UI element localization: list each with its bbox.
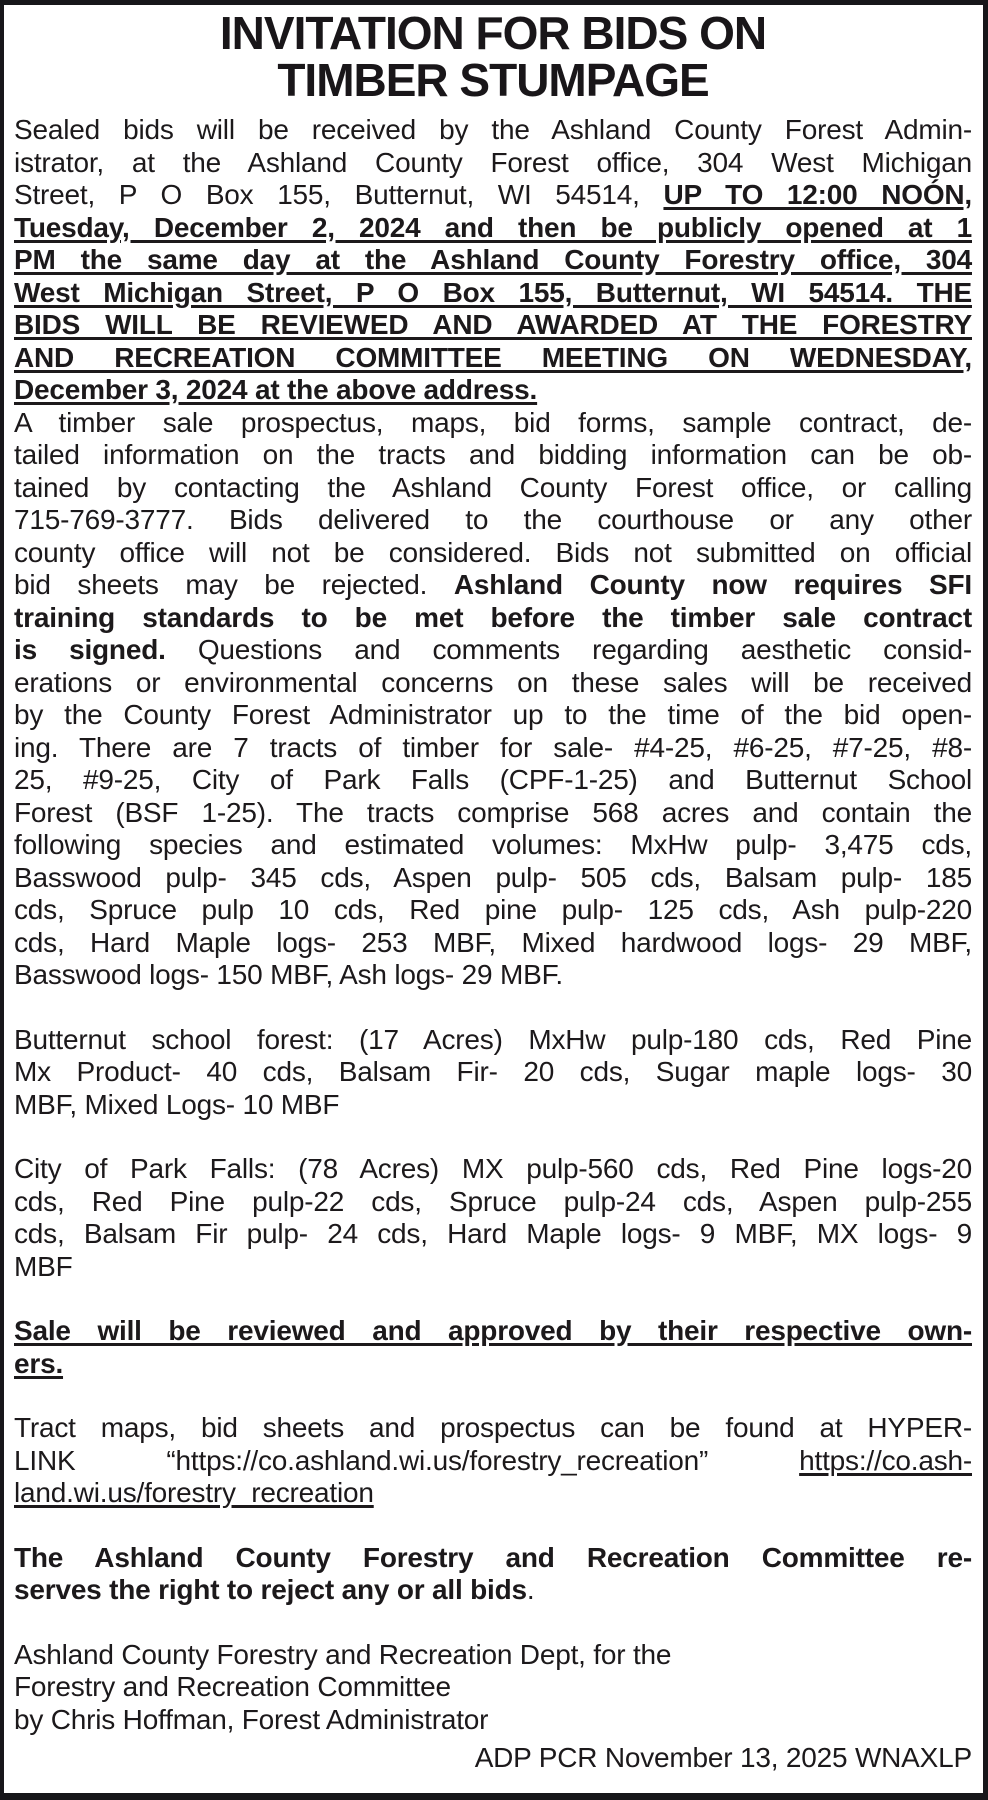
text-line	[14, 667, 972, 700]
text-line	[14, 472, 972, 505]
text-run: Sealed bids will be received by the Ashland County Forest Admin-	[14, 114, 972, 145]
text-line	[14, 1445, 972, 1478]
text-run: Tuesday, December 2, 2024 and then be publicly opened at 1	[14, 211, 972, 243]
text-run: Butternut school forest: (17 Acres) MxHw pulp-180 cds, Red Pine	[14, 1023, 972, 1055]
text-run: UP TO 12:00 NOÓN,	[663, 179, 972, 210]
right-to-reject-paragraph	[14, 1542, 972, 1607]
text-line	[14, 1542, 972, 1575]
text-line	[14, 1186, 972, 1219]
text-line	[14, 894, 972, 927]
text-run: bid sheets may be rejected.	[14, 569, 454, 600]
text-run: MBF	[14, 1250, 73, 1282]
butternut-school-forest-paragraph	[14, 1024, 972, 1122]
text-line	[14, 1704, 972, 1737]
text-line	[14, 277, 972, 310]
text-line	[14, 764, 972, 797]
text-line	[14, 179, 972, 212]
notice-body	[14, 114, 972, 1775]
text-run: Street, P O Box 155, Butternut, WI 54514,	[14, 179, 664, 210]
text-line	[14, 1153, 972, 1186]
text-line	[14, 147, 972, 180]
prospectus-details-paragraph	[14, 407, 972, 992]
text-line	[14, 797, 972, 830]
text-line	[14, 1218, 972, 1251]
text-run: Questions and comments regarding aesthetic consid-	[197, 634, 972, 665]
text-run: The Ashland County Forestry and Recreation Committee re-	[14, 1541, 972, 1573]
text-line	[14, 1348, 972, 1381]
text-run: MBF, Mixed Logs- 10 MBF	[14, 1088, 340, 1120]
text-run: cds, Spruce pulp 10 cds, Red pine pulp- 125 cds, Ash pulp-220	[14, 894, 972, 925]
text-run: by Chris Hoffman, Forest Administrator	[14, 1703, 489, 1735]
hyperlink-url-text: https://co.ash-	[799, 1444, 972, 1476]
tract-maps-hyperlink-paragraph	[14, 1412, 972, 1510]
publication-footer: ADP PCR November 13, 2025 WNAXLP	[474, 1742, 972, 1773]
text-line	[14, 407, 972, 440]
notice-title	[14, 7, 972, 106]
text-run: Forest (BSF 1-25). The tracts comprise 568 acres and contain the	[14, 796, 972, 828]
text-run: by the County Forest Administrator up to the time of the bid open-	[14, 699, 972, 730]
text-line	[14, 1089, 972, 1122]
text-run: ers.	[14, 1347, 64, 1379]
text-run: erations or environmental concerns on these sales will be received	[14, 666, 972, 698]
text-run: ing. There are 7 tracts of timber for sale- #4-25, #6-25, #7-25, #8-	[14, 731, 972, 763]
text-line	[14, 1412, 972, 1445]
text-run: Mx Product- 40 cds, Balsam Fir- 20 cds, Sugar maple logs- 30	[14, 1056, 972, 1087]
text-run: BIDS WILL BE REVIEWED AND AWARDED AT THE FORESTRY	[14, 309, 972, 340]
text-line	[14, 1639, 972, 1672]
text-line	[14, 1056, 972, 1089]
text-run: West Michigan Street, P O Box 155, Butternut, WI 54514. THE	[14, 276, 972, 308]
text-run: City of Park Falls: (78 Acres) MX pulp-560 cds, Red Pine logs-20	[14, 1153, 972, 1184]
text-run: tained by contacting the Ashland County Forest office, or calling	[14, 471, 972, 503]
text-run: LINK “https://co.ashland.wi.us/forestry_recreation”	[14, 1444, 800, 1476]
text-run: 715-769-3777. Bids delivered to the courthouse or any other	[14, 504, 972, 535]
text-run: cds, Red Pine pulp-22 cds, Spruce pulp-24 cds, Aspen pulp-255	[14, 1185, 972, 1217]
text-run: is signed.	[14, 634, 198, 665]
text-run: following species and estimated volumes: MxHw pulp- 3,475 cds,	[14, 829, 972, 860]
text-run: 25, #9-25, City of Park Falls (CPF-1-25) and Butternut School	[14, 764, 972, 795]
text-line	[14, 634, 972, 667]
sale-review-approval-paragraph	[14, 1315, 972, 1380]
notice-title-line-1: INVITATION FOR BIDS ON	[219, 7, 767, 59]
text-run: Forestry and Recreation Committee	[14, 1671, 451, 1702]
text-line	[14, 959, 972, 992]
text-line	[14, 829, 972, 862]
text-run: Ashland County Forestry and Recreation Dept, for the	[14, 1638, 672, 1670]
text-line	[14, 1477, 972, 1510]
text-line	[14, 699, 972, 732]
text-run: PM the same day at the Ashland County Forestry office, 304	[14, 244, 972, 275]
text-run: serves the right to reject any or all bids	[14, 1574, 527, 1605]
text-line	[14, 439, 972, 472]
notice-title-line-2: TIMBER STUMPAGE	[277, 54, 709, 106]
text-line	[14, 1574, 972, 1607]
text-run: A timber sale prospectus, maps, bid forms, sample contract, de-	[14, 406, 972, 438]
text-run: cds, Balsam Fir pulp- 24 cds, Hard Maple logs- 9 MBF, MX logs- 9	[14, 1218, 972, 1249]
text-line	[14, 374, 972, 407]
text-line	[14, 1024, 972, 1057]
text-run: Tract maps, bid sheets and prospectus can be found at HYPER-	[14, 1412, 972, 1443]
intro-bid-deadline-paragraph	[14, 114, 972, 407]
text-run: istrator, at the Ashland County Forest office, 304 West Michigan	[14, 146, 972, 178]
text-line	[14, 569, 972, 602]
text-run: AND RECREATION COMMITTEE MEETING ON WEDNESDAY,	[14, 341, 972, 373]
text-line	[14, 504, 972, 537]
city-of-park-falls-paragraph	[14, 1153, 972, 1283]
text-line	[14, 309, 972, 342]
text-run: tailed information on the tracts and bidding information can be ob-	[14, 439, 972, 470]
text-line	[14, 212, 972, 245]
text-line	[14, 537, 972, 570]
text-line	[14, 342, 972, 375]
text-run: Basswood logs- 150 MBF, Ash logs- 29 MBF.	[14, 959, 563, 990]
text-run: county office will not be considered. Bids not submitted on official	[14, 536, 972, 568]
text-run: training standards to be met before the timber sale contract	[14, 601, 972, 633]
text-line	[14, 1671, 972, 1704]
hyperlink-url-text: land.wi.us/forestry_recreation	[14, 1477, 374, 1508]
text-line	[14, 927, 972, 960]
text-line	[14, 114, 972, 147]
text-line	[14, 862, 972, 895]
text-run: December 3, 2024 at the above address.	[14, 374, 538, 405]
text-line	[14, 602, 972, 635]
text-line	[14, 1251, 972, 1284]
text-run: Basswood pulp- 345 cds, Aspen pulp- 505 cds, Balsam pulp- 185	[14, 861, 972, 893]
text-run: Ashland County now requires SFI	[453, 569, 972, 600]
text-run: .	[526, 1574, 535, 1605]
text-run: Sale will be reviewed and approved by their respective own-	[14, 1315, 972, 1346]
text-line	[14, 244, 972, 277]
text-line	[14, 732, 972, 765]
signature-block	[14, 1639, 972, 1737]
text-run: cds, Hard Maple logs- 253 MBF, Mixed hardwood logs- 29 MBF,	[14, 926, 972, 958]
text-line	[14, 1315, 972, 1348]
